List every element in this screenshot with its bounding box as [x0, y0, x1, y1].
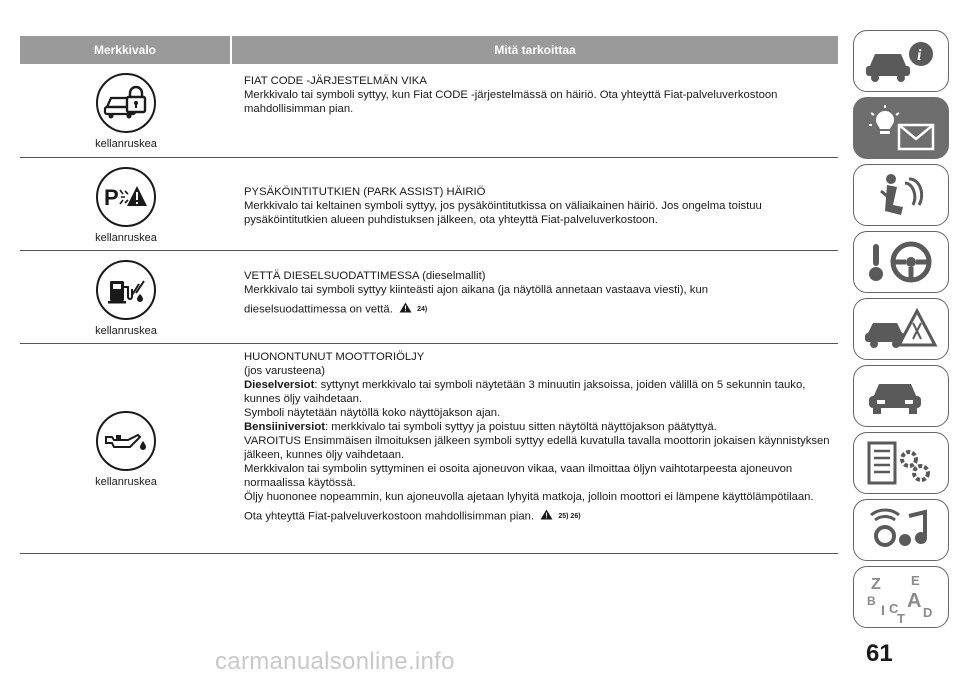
- key-steering-wheel-icon: [863, 238, 939, 286]
- svg-text:P: P: [104, 184, 119, 210]
- color-label: kellanruskea: [95, 324, 157, 337]
- park-assist-fault-icon: [96, 167, 156, 227]
- row-title: FIAT CODE -JÄRJESTELMÄN VIKA: [244, 75, 427, 87]
- immobilizer-lock-icon: [96, 73, 156, 133]
- row-description: Merkkivalo tai symboli syttyy kiinteästi ajon aikana (ja näytöllä annetaan vastaava viesti), kun: [244, 284, 709, 296]
- tab-maintenance[interactable]: [853, 365, 949, 427]
- reference-numbers: 25) 26): [558, 512, 581, 520]
- diesel-label: Dieselversiot: [244, 379, 315, 391]
- warning-triangle-icon: [399, 302, 412, 317]
- warning-lights-table: [20, 36, 838, 554]
- svg-text:T: T: [897, 611, 905, 623]
- svg-text:C: C: [889, 601, 899, 616]
- wear-text: Öljy huononee nopeammin, kun ajoneuvolla ajetaan lyhyitä matkoja, jolloin moottori ei lämpene käyttölämpötilaan.: [244, 491, 814, 503]
- meaning-text: Merkkivalon tai symbolin syttyminen ei osoita ajoneuvon vikaa, vaan ilmoittaa öljyn vaihtotarpeesta ajoneuvon normaalissa käytössä.: [244, 463, 793, 489]
- petrol-text: : merkkivalo tai symboli syttyy ja poistuu sitten näytöltä näyttöjakson päätyttyä.: [325, 421, 717, 433]
- color-label: kellanruskea: [95, 476, 157, 488]
- table-header: [20, 36, 838, 64]
- tab-starting-driving[interactable]: [853, 231, 949, 293]
- petrol-label: Bensiiniversiot: [244, 421, 325, 433]
- alphabetical-index-icon: [863, 571, 939, 623]
- color-label: kellanruskea: [95, 138, 157, 150]
- warning-text: VAROITUS Ensimmäisen ilmoituksen jälkeen symboli syttyy edellä kuvatulla tavalla moottorin jokaisen käynnistyksen jälkeen, kunnes öljy vaihdetaan.: [244, 435, 830, 461]
- watermark: carmanualsonline.info: [215, 648, 455, 675]
- row-title: VETTÄ DIESELSUODATTIMESSA (dieselmallit): [244, 270, 486, 282]
- row-description: Merkkivalo tai keltainen symboli syttyy, jos pysäköintitutkissa on väliaikainen häiriö. Jos ongelma toistuu pysäköintitutkien alueen puhdistuksen jälkeen, ota yhteyttä Fiat-palveluverkostoon.: [244, 200, 762, 226]
- svg-text:D: D: [923, 605, 933, 620]
- seat-airbag-icon: [863, 171, 939, 219]
- oil-can-icon: [96, 411, 156, 471]
- tab-safety[interactable]: [853, 164, 949, 226]
- svg-text:A: A: [907, 590, 922, 612]
- warning-triangle-icon: [540, 509, 553, 524]
- svg-text:E: E: [911, 573, 920, 588]
- row-description: Merkkivalo tai symboli syttyy, kun Fiat CODE -järjestelmässä on häiriö. Ota yhteyttä Fiat-palveluverkostoon mahdollisimman pian.: [244, 89, 778, 115]
- technical-data-icon: [863, 439, 939, 487]
- row-title: HUONONTUNUT MOOTTORIÖLJY: [244, 351, 425, 363]
- diesel-text: : syttynyt merkkivalo tai symboli näytetään 3 minuutin jaksoissa, joiden välillä on 5 sekunnin tauko, kunnes öljy vaihdetaan.: [244, 379, 806, 405]
- chapter-tabs: [853, 30, 953, 633]
- table-row: [20, 251, 838, 344]
- tab-car-info[interactable]: [853, 30, 949, 92]
- header-indicator: Merkkivalo: [93, 43, 157, 57]
- table-row: [20, 158, 838, 251]
- multimedia-icon: [863, 506, 939, 554]
- svg-text:B: B: [867, 594, 876, 608]
- table-row: [20, 344, 838, 554]
- row-title: PYSÄKÖINTITUTKIEN (PARK ASSIST) HÄIRIÖ: [244, 186, 486, 198]
- warning-lights-icon: [863, 103, 939, 153]
- svg-text:i: i: [917, 47, 922, 64]
- row-description-end: Ota yhteyttä Fiat-palveluverkostoon mahdollisimman pian.: [244, 510, 535, 523]
- symbol-text: Symboli näytetään näytöllä koko näyttöjakson ajan.: [244, 407, 501, 419]
- car-service-icon: [863, 372, 939, 420]
- row-subtitle: (jos varusteena): [244, 365, 325, 377]
- page-number: 61: [866, 640, 893, 667]
- reference-numbers: 24): [417, 305, 428, 313]
- svg-text:Z: Z: [871, 576, 881, 593]
- breakdown-icon: [863, 305, 939, 353]
- tab-multimedia[interactable]: [853, 499, 949, 561]
- water-in-diesel-filter-icon: [96, 260, 156, 320]
- tab-emergency[interactable]: [853, 298, 949, 360]
- header-meaning: Mitä tarkoittaa: [494, 43, 576, 57]
- table-row: [20, 64, 838, 158]
- row-description-end: dieselsuodattimessa on vettä.: [244, 303, 393, 316]
- tab-index[interactable]: [853, 566, 949, 628]
- svg-text:I: I: [881, 602, 885, 618]
- color-label: kellanruskea: [95, 231, 157, 244]
- tab-warning-lights[interactable]: [853, 97, 949, 159]
- tab-technical-data[interactable]: [853, 432, 949, 494]
- car-info-icon: [863, 38, 939, 84]
